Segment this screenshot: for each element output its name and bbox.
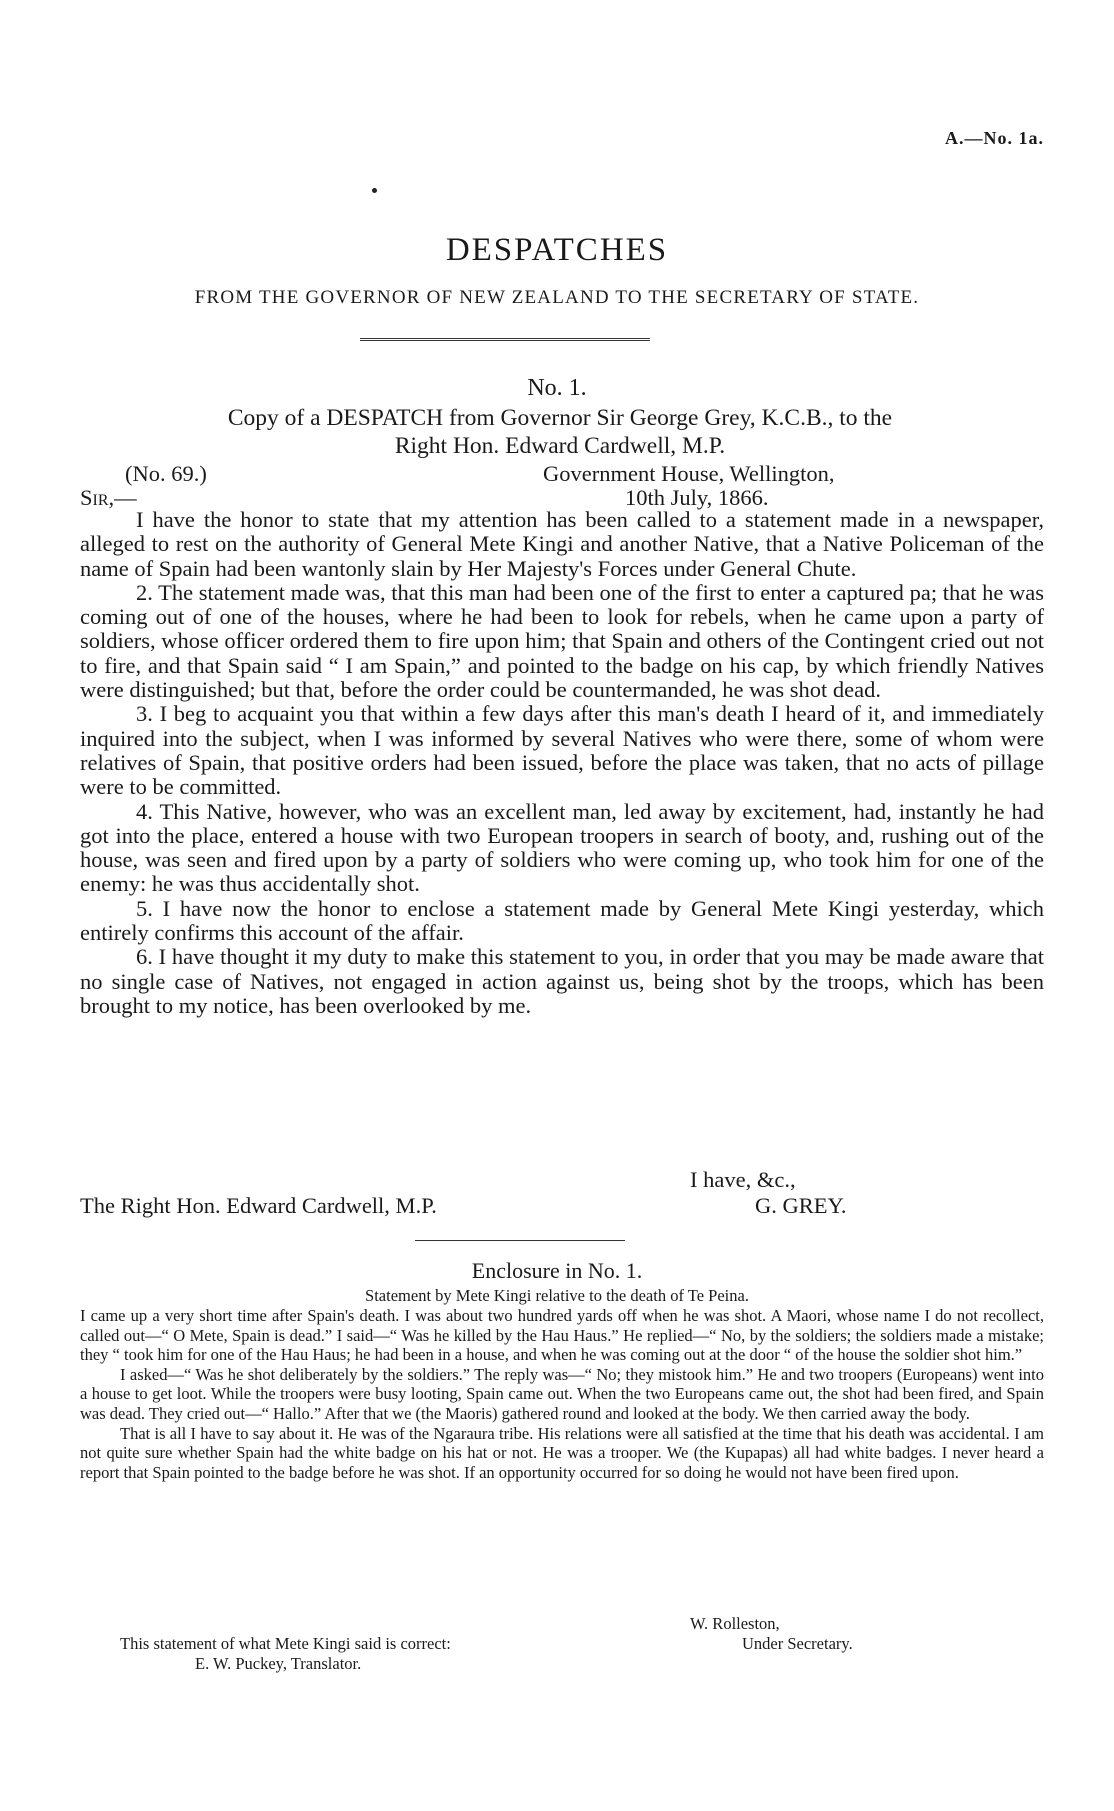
despatch-heading-line-2: Right Hon. Edward Cardwell, M.P.	[394, 433, 726, 459]
enclosure-paragraph: That is all I have to say about it. He was of the Ngaraura tribe. His relations were all satisfied at the time that his death was accidental. I am not quite sure whether Spain had the white badge on his hat or not. He was a trooper. We (the Kupapas) all had white badges. I never heard a report that Spain pointed to the badge before he was shot. If an opportunity occurred for so doing he would not have been fired upon.	[80, 1423, 1044, 1482]
certification-statement: This statement of what Mete Kingi said is correct:	[120, 1634, 451, 1653]
page-title: DESPATCHES	[445, 232, 669, 268]
despatch-date: 10th July, 1866.	[625, 485, 769, 510]
enclosure-signature-name: W. Rolleston,	[690, 1614, 780, 1633]
enclosure-paragraph: I asked—“ Was he shot deliberately by the soldiers.” The reply was—“ No; they mistook him.” He and two troopers (Europeans) went into a house to get loot. While the troopers were busy looting, Spain came out. When the two Europeans came out, the shot had been fired, and Spain was dead. They cried out—“ Hallo.” After that we (the Maoris) gathered round and looked at the body. We then carried away the body.	[80, 1364, 1044, 1423]
enclosure-body	[80, 1306, 1044, 1482]
closing: I have, &c.,	[690, 1167, 796, 1192]
enclosure-title: Enclosure in No. 1.	[471, 1258, 643, 1283]
despatch-body	[80, 508, 1044, 1018]
translator-signature: E. W. Puckey, Translator.	[195, 1654, 362, 1673]
body-paragraph: 5. I have now the honor to enclose a statement made by General Mete Kingi yesterday, which entirely confirms this account of the affair.	[80, 895, 1044, 946]
enclosure-signature-title: Under Secretary.	[742, 1634, 853, 1653]
addressee: The Right Hon. Edward Cardwell, M.P.	[80, 1193, 437, 1218]
despatch-place: Government House, Wellington,	[543, 461, 835, 486]
enclosure-paragraph: I came up a very short time after Spain's death. I was about two hundred yards off when he was shot. A Maori, whose name I do not recollect, called out—“ O Mete, Spain is dead.” I said—“ Was he killed by the Hau Haus.” He replied—“ No, by the soldiers; the soldiers made a mistake; they “ took him for one of the Hau Haus; he had been in a house, and when he was coming out at the door “ of the house the soldier shot him.”	[80, 1306, 1044, 1365]
title-divider	[360, 338, 650, 343]
section-divider	[415, 1240, 625, 1241]
body-paragraph: 4. This Native, however, who was an excellent man, led away by excitement, had, instantly he had got into the place, entered a house with two European troopers in search of booty, and, rushing out of the house, was seen and fired upon by a party of soldiers who were coming up, who took him for one of the enemy: he was thus accidentally shot.	[80, 798, 1044, 897]
despatch-heading	[80, 404, 1040, 460]
body-paragraph: I have the honor to state that my attention has been called to a statement made in a newspaper, alleged to rest on the authority of General Mete Kingi and another Native, that a Native Policeman of the name of Spain had been wantonly slain by Her Majesty's Forces under General Chute.	[80, 507, 1044, 581]
despatch-number: No. 1.	[527, 375, 587, 401]
body-paragraph: 3. I beg to acquaint you that within a few days after this man's death I heard of it, and immediately inquired into the subject, when I was informed by several Natives who were there, some of whom were relatives of Spain, that positive orders had been issued, before the place was taken, that no acts of pillage were to be committed.	[80, 701, 1044, 800]
body-paragraph: 6. I have thought it my duty to make this statement to you, in order that you may be made aware that no single case of Natives, not engaged in action against us, being shot by the troops, which has been brought to my notice, has been overlooked by me.	[80, 944, 1044, 1018]
decorative-dot	[372, 188, 377, 193]
body-paragraph: 2. The statement made was, that this man had been one of the first to enter a captured pa; that he was coming out of one of the houses, where he had been to look for rebels, when he came upon a party of soldiers, whose officer ordered them to fire upon him; that Spain and others of the Contingent cried out not to fire, and that Spain said “ I am Spain,” and pointed to the badge on his cap, by which friendly Natives were distinguished; but that, before the order could be countermanded, he was shot dead.	[80, 579, 1044, 703]
document-reference: A.—No. 1a.	[945, 128, 1044, 148]
salutation: Sir,—	[80, 485, 137, 510]
despatch-ref-number: (No. 69.)	[125, 461, 207, 486]
despatch-heading-line-1: Copy of a DESPATCH from Governor Sir George Grey, K.C.B., to the	[227, 405, 893, 431]
enclosure-subtitle: Statement by Mete Kingi relative to the death of Te Peina.	[365, 1286, 749, 1305]
signature: G. GREY.	[755, 1193, 847, 1218]
page-subtitle: FROM THE GOVERNOR OF NEW ZEALAND TO THE SECRETARY OF STATE.	[194, 287, 920, 308]
